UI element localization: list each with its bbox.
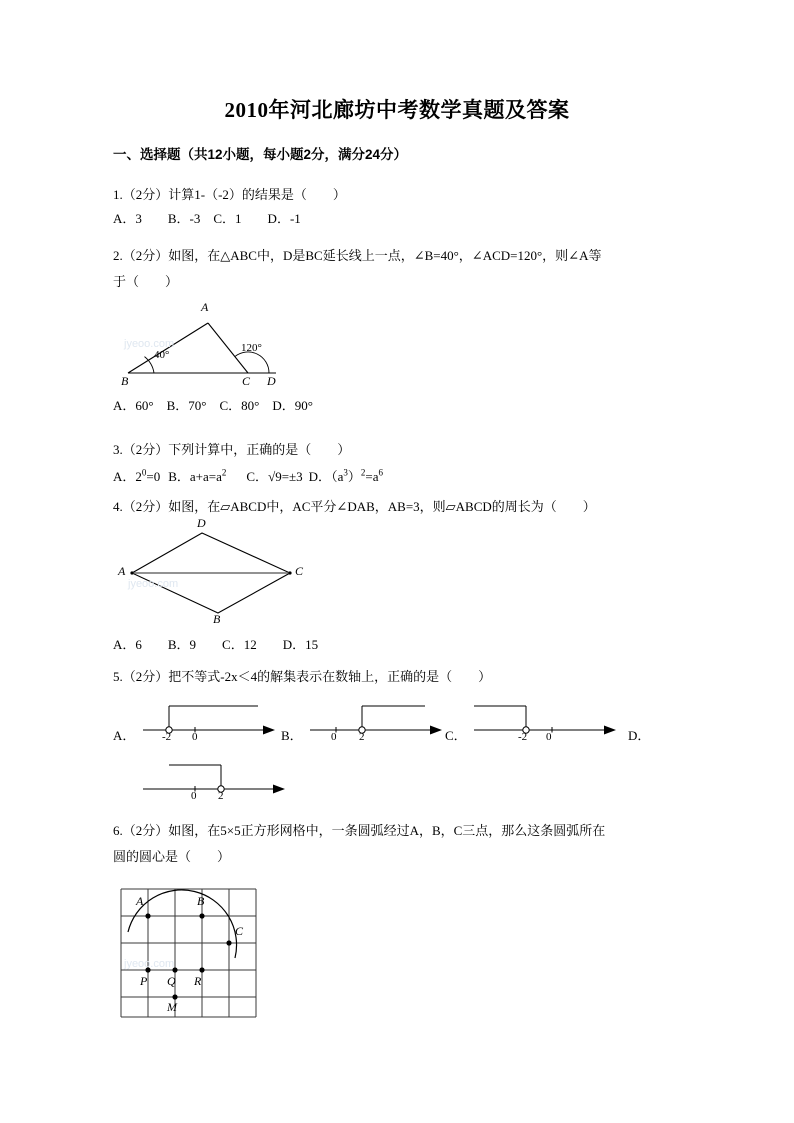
q3-option-b-expr: $a+a=a^2$ <box>189 467 227 484</box>
q3-option-c-key: C． <box>246 469 269 484</box>
question-1-stem: 1.（2分）计算1-（-2）的结果是（ ） <box>113 187 346 202</box>
grid-point-label-q: Q <box>167 974 176 988</box>
figure-triangle-abc <box>118 296 308 392</box>
q5-option-d-key: D． <box>628 728 651 743</box>
number-line-option-a <box>138 698 278 746</box>
grid-point-label-a: A <box>136 894 144 908</box>
grid-point-label-r: R <box>194 974 202 988</box>
rhombus-label-c: C <box>295 564 304 578</box>
question-3-stem: 3.（2分）下列计算中，正确的是（ ） <box>113 442 351 457</box>
q5-option-c-tick-0: 0 <box>546 731 552 743</box>
rhombus-label-a: A <box>118 564 126 578</box>
question-1-options: A．3 B．-3 C．1 D．-1 <box>113 211 301 226</box>
triangle-vertex-label-c: C <box>242 374 251 388</box>
question-2-options: A．60° B．70° C．80° D．90° <box>113 398 313 413</box>
question-4-stem: 4.（2分）如图，在▱ABCD中，AC平分∠DAB，AB=3，则▱ABCD的周长为（ ） <box>113 499 596 514</box>
triangle-exterior-angle-svg <box>118 296 308 392</box>
triangle-vertex-label-d: D <box>267 374 276 388</box>
q5-option-a-tick-neg2: -2 <box>162 731 172 743</box>
q3-option-b-key: B． <box>168 469 190 484</box>
q3-option-a-expr: $2^0=0$ <box>135 467 161 484</box>
grid-point-label-m: M <box>167 1000 177 1014</box>
watermark-text: jyeoo.com <box>124 958 175 970</box>
q5-option-c-tick-neg2: -2 <box>518 731 528 743</box>
section-heading: 一、选择题（共12小题，每小题2分，满分24分） <box>113 147 408 162</box>
watermark-text: jyeoo.com <box>124 338 175 350</box>
angle-label-acd: 120° <box>241 342 262 354</box>
figure-grid-arc <box>118 886 268 1022</box>
triangle-vertex-label-b: B <box>121 374 129 388</box>
question-2-stem-line2: 于（ ） <box>113 274 179 289</box>
q3-option-d-expr: $(a^3)^2=a^6$ <box>331 467 383 484</box>
rhombus-label-b: B <box>213 612 221 626</box>
question-2-stem: 2.（2分）如图，在△ABC中，D是BC延长线上一点，∠B=40°，∠ACD=120°，则∠A等 <box>113 248 602 263</box>
figure-rhombus-abcd <box>118 516 318 628</box>
q5-option-d-tick-0: 0 <box>191 790 197 802</box>
figure-number-line-row2 <box>113 757 413 812</box>
triangle-vertex-label-a: A <box>201 300 209 314</box>
q3-option-d-key: D． <box>308 469 332 484</box>
page-title: 2010年河北廊坊中考数学真题及答案 <box>224 98 570 122</box>
q5-option-b-tick-0: 0 <box>331 731 337 743</box>
q5-option-c-key: C． <box>445 728 467 743</box>
angle-label-b: 40° <box>154 349 170 361</box>
q5-option-d-tick-2: 2 <box>218 790 224 802</box>
q5-option-a-tick-0: 0 <box>192 731 198 743</box>
q5-option-b-key: B． <box>281 728 303 743</box>
rhombus-label-d: D <box>197 516 206 530</box>
q3-option-c-expr: √9=±3 <box>268 469 303 484</box>
question-5-stem: 5.（2分）把不等式-2x＜4的解集表示在数轴上，正确的是（ ） <box>113 669 492 684</box>
grid-point-label-p: P <box>140 974 148 988</box>
number-line-option-d <box>138 757 288 805</box>
q5-option-b-tick-2: 2 <box>359 731 365 743</box>
question-6-stem-line2: 圆的圆心是（ ） <box>113 849 231 864</box>
figure-number-line-row1 <box>113 698 693 753</box>
q5-option-a-key: A． <box>113 728 136 743</box>
question-4-options: A．6 B．9 C．12 D．15 <box>113 637 319 652</box>
number-line-option-c <box>469 698 619 746</box>
grid-point-label-c: C <box>235 924 244 938</box>
grid-point-label-b: B <box>197 894 205 908</box>
question-6-stem: 6.（2分）如图，在5×5正方形网格中，一条圆弧经过A，B，C三点，那么这条圆弧所在 <box>113 823 606 838</box>
number-line-option-b <box>305 698 445 746</box>
q3-option-a-key: A． <box>113 469 136 484</box>
watermark-text: jyeoo.com <box>128 578 179 590</box>
question-3-options <box>113 466 383 485</box>
